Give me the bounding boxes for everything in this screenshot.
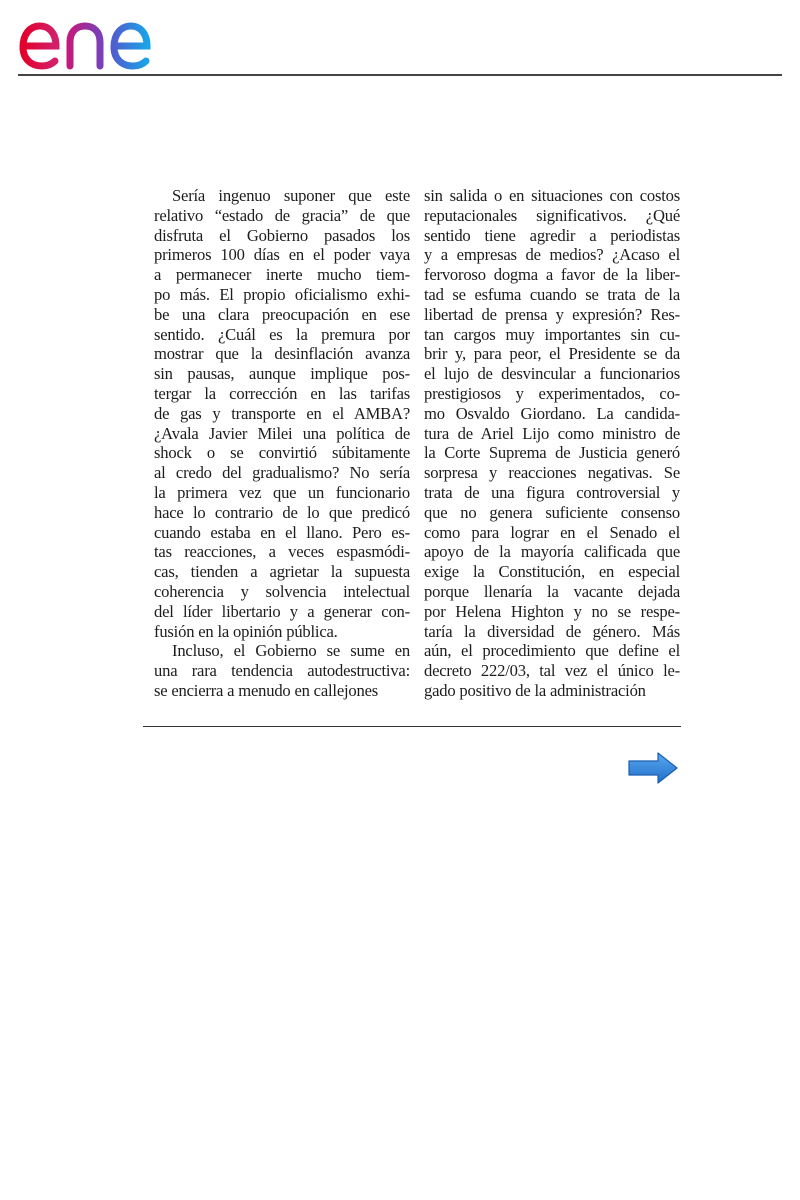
article-line: gado positivo de la administración <box>424 680 646 700</box>
article-line: aún, el procedimiento que define el <box>424 641 680 661</box>
article-line: be una clara preocupación en ese <box>154 304 410 324</box>
article-line: primeros 100 días en el poder vaya <box>154 245 410 265</box>
article-line: se encierra a menudo en callejones <box>154 680 379 700</box>
article-line: como para lograr en el Senado el <box>424 522 680 542</box>
article-line: shock o se convirtió súbitamente <box>154 443 410 463</box>
article-line: ¿Avala Javier Milei una política de <box>154 423 410 443</box>
article-line: disfruta el Gobierno pasados los <box>154 225 410 245</box>
article-line: al credo del gradualismo? No sería <box>154 463 410 483</box>
article-line: que no genera suficiente consenso <box>424 502 680 522</box>
article-line: la Corte Suprema de Justicia generó <box>424 443 680 463</box>
article-line: Incluso, el Gobierno se sume en <box>172 641 410 661</box>
article-line: prestigiosos y experimentados, co- <box>424 383 680 403</box>
article-line: mo Osvaldo Giordano. La candida- <box>424 403 680 423</box>
article-line: y a empresas de medios? ¿Acaso el <box>424 245 680 265</box>
article-line: coherencia y solvencia intelectual <box>154 581 410 601</box>
article-line: de gas y transporte en el AMBA? <box>154 403 410 423</box>
article-line: sin pausas, aunque implique pos- <box>154 364 410 384</box>
article-line: tergar la corrección en las tarifas <box>154 383 410 403</box>
article-line: sorpresa y reacciones negativas. Se <box>424 463 680 483</box>
article-text <box>154 186 680 711</box>
article-line: mostrar que la desinflación avanza <box>154 344 410 364</box>
article-line: cuando estaba en el llano. Pero es- <box>154 522 410 542</box>
article-column-right <box>424 186 680 701</box>
article-line: po más. El propio oficialismo exhi- <box>154 284 410 304</box>
article-line: libertad de prensa y expresión? Res- <box>424 304 680 324</box>
article-line: exige la Constitución, en especial <box>424 562 680 582</box>
article-line: del líder libertario y a generar con- <box>154 601 410 621</box>
article-line: taría la diversidad de género. Más <box>424 621 680 641</box>
article-line: reputacionales significativos. ¿Qué <box>424 205 680 225</box>
article-line: sentido. ¿Cuál es la premura por <box>154 324 410 344</box>
article-line: decreto 222/03, tal vez el único le- <box>424 661 680 681</box>
article-line: sentido tiene agredir a periodistas <box>424 225 680 245</box>
article-line: el lujo de desvincular a funcionarios <box>424 364 680 384</box>
article-column-left <box>154 186 410 701</box>
article-line: trata de una figura controversial y <box>424 482 680 502</box>
article-line: fervoroso dogma a favor de la liber- <box>424 265 680 285</box>
article-line: Sería ingenuo suponer que este <box>172 186 410 205</box>
footer-divider <box>143 726 681 727</box>
article-line: a permanecer inerte mucho tiem- <box>154 265 410 285</box>
article-line: cas, tienden a agrietar la supuesta <box>154 562 410 582</box>
article-line: por Helena Highton y no se respe- <box>424 601 680 621</box>
article-line: apoyo de la mayoría calificada que <box>424 542 680 562</box>
header-divider <box>18 74 782 76</box>
article-line: porque llenaría la vacante dejada <box>424 581 680 601</box>
article-line: tan cargos muy importantes sin cu- <box>424 324 680 344</box>
article-line: tas reacciones, a veces espasmódi- <box>154 542 410 562</box>
article-line: una rara tendencia autodestructiva: <box>154 661 410 681</box>
article-line: sin salida o en situaciones con costos <box>424 186 680 205</box>
article-line: la primera vez que un funcionario <box>154 482 410 502</box>
article-line: hace lo contrario de lo que predicó <box>154 502 410 522</box>
article-line: relativo “estado de gracia” de que <box>154 205 410 225</box>
right-arrow-icon[interactable] <box>626 750 680 786</box>
enel-logo <box>18 4 198 74</box>
article-line: tad se esfuma cuando se trata de la <box>424 284 680 304</box>
article-line: brir y, para peor, el Presidente se da <box>424 344 680 364</box>
article-line: tura de Ariel Lijo como ministro de <box>424 423 680 443</box>
article-line: fusión en la opinión pública. <box>154 621 338 641</box>
